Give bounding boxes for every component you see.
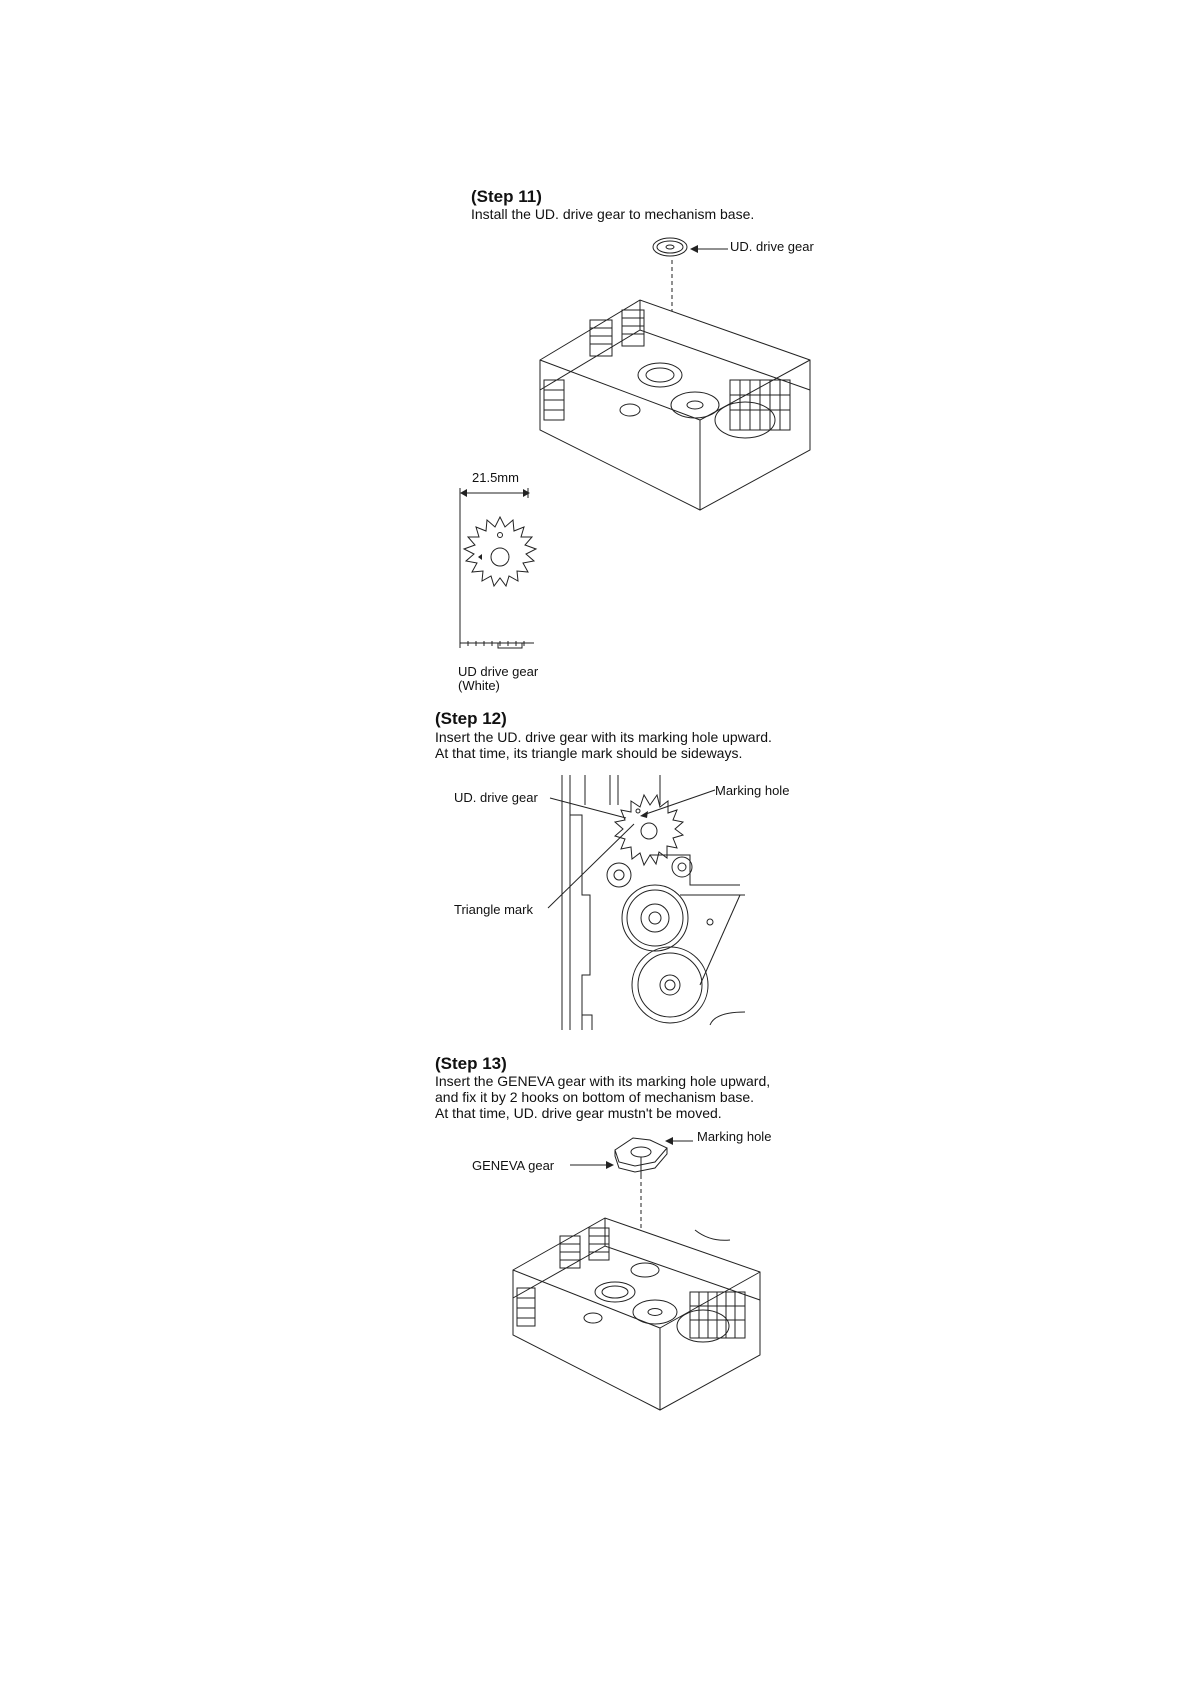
label-ud-drive-gear-white-1: UD drive gear [458,664,539,679]
step13-instruction-line3: At that time, UD. drive gear mustn't be moved. [435,1105,722,1121]
step12-instruction-line1: Insert the UD. drive gear with its marking hole upward. [435,729,772,745]
mechanism-base-with-geneva-gear-illustration [505,1200,765,1410]
step13-instruction-line2: and fix it by 2 hooks on bottom of mechanism base. [435,1089,755,1105]
leader-line-ud-drive-gear [550,790,630,820]
step12-instruction-line2: At that time, its triangle mark should be sideways. [435,745,743,761]
step11-heading: (Step 11) [471,187,542,206]
label-ud-drive-gear: UD. drive gear [730,239,814,254]
step12-heading: (Step 12) [435,709,507,728]
ud-drive-gear-small-illustration [650,232,690,262]
mechanism-base-illustration [530,280,820,510]
leader-line-marking-hole [640,785,715,820]
label-geneva-gear: GENEVA gear [472,1158,555,1173]
label-marking-hole: Marking hole [697,1129,772,1144]
label-triangle-mark: Triangle mark [454,902,533,917]
leader-line-triangle-mark [548,820,638,910]
step13-instruction-line1: Insert the GENEVA gear with its marking hole upward, [435,1073,771,1089]
label-ud-drive-gear-white-2: (White) [458,678,500,693]
leader-line-geneva-gear [570,1160,615,1170]
label-ud-drive-gear: UD. drive gear [454,790,538,805]
dimension-label: 21.5mm [472,470,519,485]
label-marking-hole: Marking hole [715,783,790,798]
ud-drive-gear-front-view [460,515,540,595]
leader-arrow [690,244,730,254]
step11-instruction: Install the UD. drive gear to mechanism base. [471,206,755,222]
leader-line-marking-hole [665,1136,695,1146]
step13-heading: (Step 13) [435,1054,507,1073]
